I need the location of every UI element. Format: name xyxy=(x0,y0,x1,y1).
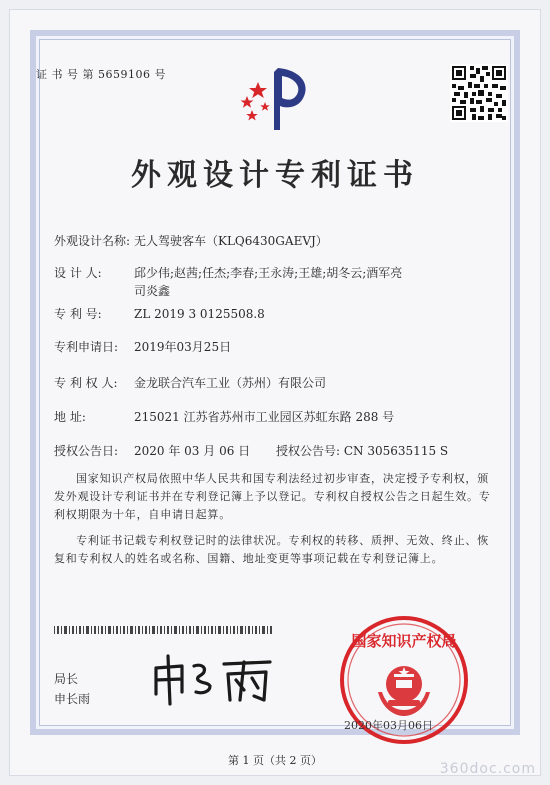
director-signature xyxy=(148,648,280,708)
filing-date-value: 2019年03月25日 xyxy=(134,340,232,354)
barcode-icon xyxy=(54,626,274,634)
grant-number-label: 授权公告号: xyxy=(276,444,341,458)
patent-office-logo-icon xyxy=(230,62,326,134)
designer-line-1: 邱少伟;赵茜;任杰;李春;王永涛;王雄;胡冬云;酒军亮 xyxy=(134,266,403,280)
address-value: 215021 江苏省苏州市工业园区苏虹东路 288 号 xyxy=(134,410,395,424)
certificate-title: 外观设计专利证书 xyxy=(131,158,419,193)
page-number: 第 1 页（共 2 页） xyxy=(228,754,322,767)
director-name: 申长雨 xyxy=(54,692,91,706)
design-name-row xyxy=(54,232,328,250)
design-name-label: 外观设计名称: xyxy=(54,234,131,248)
patent-number-row xyxy=(54,305,265,323)
address-label: 地 址: xyxy=(54,410,86,424)
designer-line-2: 司炎鑫 xyxy=(134,284,171,298)
address-row xyxy=(54,408,394,426)
grant-date-row xyxy=(54,442,250,460)
site-watermark: 360doc.com xyxy=(439,761,536,777)
designer-label: 设 计 人: xyxy=(54,266,102,280)
patentee-row xyxy=(54,374,326,392)
design-name-value: 无人驾驶客车（KLQ6430GAEVJ） xyxy=(134,234,328,248)
patentee-label: 专 利 权 人: xyxy=(54,376,118,390)
filing-date-label: 专利申请日: xyxy=(54,340,119,354)
designer-value xyxy=(134,264,402,300)
seal-text: 国家知识产权局 xyxy=(351,632,457,650)
statement-paragraph-1: 国家知识产权局依照中华人民共和国专利法经过初步审查，决定授予专利权，颁发外观设计专利证书并在专利登记簿上予以登记。专利权自授权公告之日起生效。专利权期限为十年，自申请日起算。 xyxy=(54,472,491,521)
qr-code-icon xyxy=(450,64,508,122)
grant-number-value: CN 305635115 S xyxy=(343,444,449,458)
certificate-number: 证 书 号 第 5659106 号 xyxy=(36,68,166,81)
grant-number-row xyxy=(276,442,448,459)
designer-row xyxy=(54,264,402,300)
patent-number-value: ZL 2019 3 0125508.8 xyxy=(134,307,265,321)
filing-date-row xyxy=(54,338,231,356)
patent-number-label: 专 利 号: xyxy=(54,307,102,321)
grant-date-value: 2020 年 03 月 06 日 xyxy=(134,444,251,458)
grant-date-label: 授权公告日: xyxy=(54,444,119,458)
patentee-value: 金龙联合汽车工业（苏州）有限公司 xyxy=(134,376,327,390)
seal-date: 2020年03月06日 xyxy=(344,719,433,732)
director-title: 局长 xyxy=(54,672,79,686)
statement-paragraph-2: 专利证书记载专利权登记时的法律状况。专利权的转移、质押、无效、终止、恢复和专利权人的姓名或名称、国籍、地址变更等事项记载在专利登记簿上。 xyxy=(54,534,489,565)
